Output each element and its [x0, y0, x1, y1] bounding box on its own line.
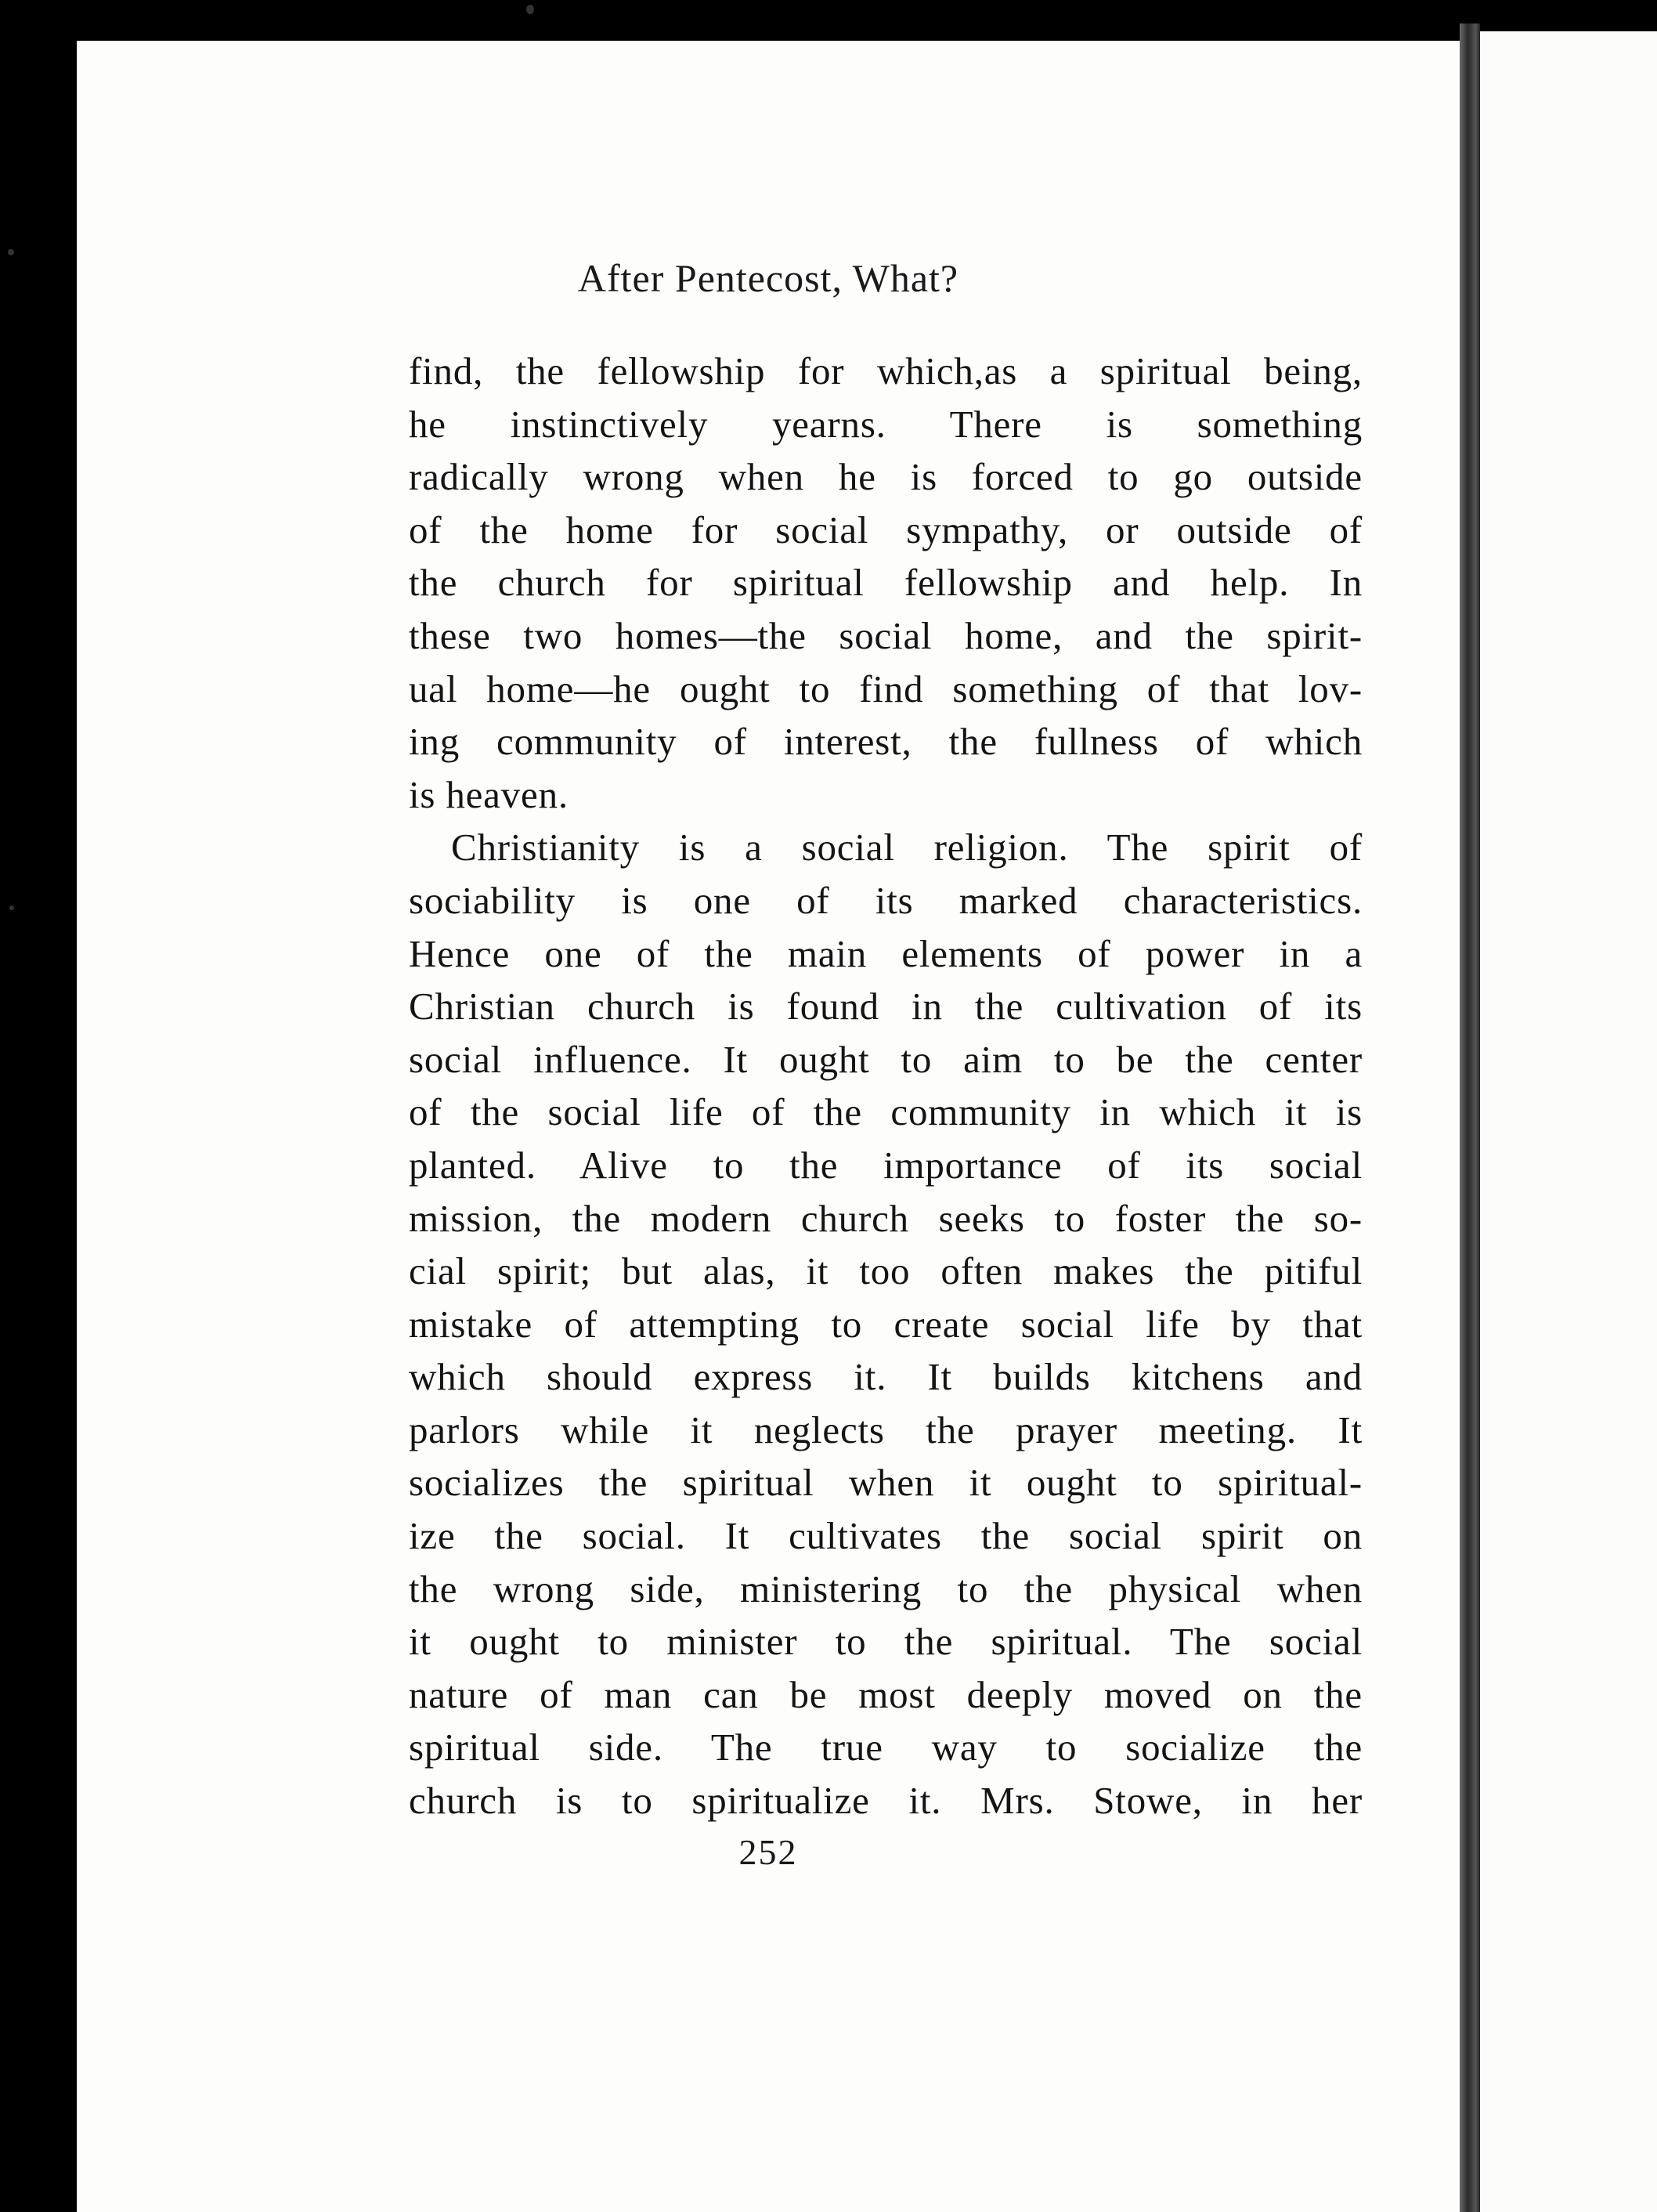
- facing-page-edge: [1480, 31, 1657, 2212]
- text-line: Christian church is found in the cultivation of its: [409, 985, 1363, 1028]
- text-line: he instinctively yearns. There is something: [409, 402, 1363, 446]
- text-line: of the social life of the community in which it is: [409, 1090, 1363, 1134]
- text-line: find, the fellowship for which,as a spiritual being,: [409, 349, 1363, 392]
- text-line: Christianity is a social religion. The spirit of: [451, 826, 1363, 869]
- text-line: ual home—he ought to find something of that lov-: [409, 667, 1363, 710]
- text-line: of the home for social sympathy, or outside of: [409, 508, 1363, 551]
- text-line: these two homes—the social home, and the spirit-: [409, 613, 1363, 657]
- text-line: is heaven.: [409, 772, 569, 816]
- text-line: radically wrong when he is forced to go outside: [409, 455, 1363, 499]
- text-line: mistake of attempting to create social life by that: [409, 1302, 1363, 1346]
- text-line: spiritual side. The true way to socialize the: [409, 1726, 1363, 1769]
- text-line: planted. Alive to the importance of its social: [409, 1143, 1363, 1187]
- scan-speck: [9, 905, 14, 910]
- text-line: it ought to minister to the spiritual. The social: [409, 1620, 1363, 1664]
- text-line: mission, the modern church seeks to foster the so-: [409, 1196, 1363, 1240]
- text-line: the church for spiritual fellowship and help. In: [409, 561, 1363, 605]
- body-text: [409, 345, 1363, 1827]
- text-line: sociability is one of its marked characteristics.: [409, 878, 1363, 922]
- text-line: cial spirit; but alas, it too often makes the pitiful: [409, 1249, 1363, 1293]
- text-line: nature of man can be most deeply moved on the: [409, 1672, 1363, 1716]
- page-number: 252: [738, 1832, 798, 1872]
- text-line: social influence. It ought to aim to be the center: [409, 1037, 1363, 1081]
- text-line: Hence one of the main elements of power in a: [409, 931, 1363, 975]
- book-page: [77, 41, 1460, 2212]
- text-line: socializes the spiritual when it ought to spiritual-: [409, 1461, 1363, 1505]
- scan-speck: [526, 5, 534, 14]
- text-line: the wrong side, ministering to the physical when: [409, 1567, 1363, 1610]
- text-line: parlors while it neglects the prayer meeting. It: [409, 1408, 1363, 1451]
- running-head: After Pentecost, What?: [577, 256, 959, 300]
- text-line: which should express it. It builds kitchens and: [409, 1355, 1363, 1399]
- text-line: ing community of interest, the fullness of which: [409, 720, 1363, 764]
- text-line: church is to spiritualize it. Mrs. Stowe, in her: [409, 1779, 1363, 1823]
- text-line: ize the social. It cultivates the social spirit on: [409, 1514, 1363, 1558]
- scan-speck: [8, 249, 14, 255]
- book-spine-shadow: [1460, 23, 1480, 2212]
